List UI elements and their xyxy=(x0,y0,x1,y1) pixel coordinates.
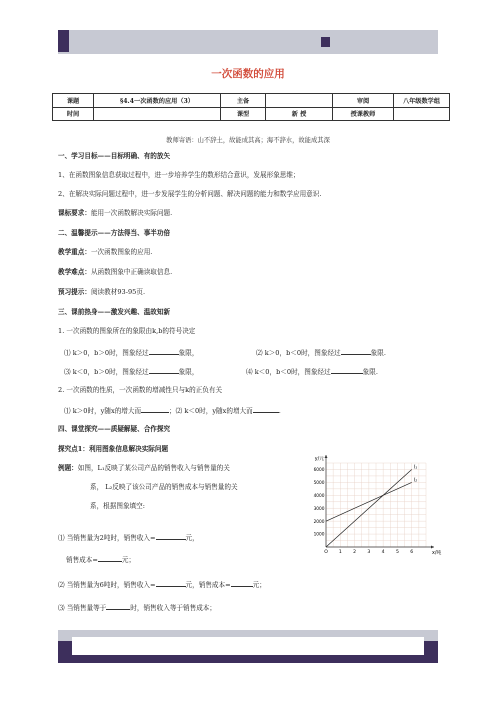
objective-1: 1、在函数图象信息获取过程中，进一步培养学生的数形结合意识，发展形象思维； xyxy=(58,171,300,179)
header-bar-dark xyxy=(58,30,69,52)
teaching-difficulty xyxy=(58,268,172,277)
example-line-1 xyxy=(58,464,230,473)
x-tick-label: 4 xyxy=(381,550,385,555)
y-tick-label: 4000 xyxy=(313,493,325,499)
text: 从函数图象中正确读取信息. xyxy=(90,268,173,276)
section-heading: 四、课堂探究——质疑解疑、合作探究 xyxy=(58,425,171,433)
x-tick-label: 6 xyxy=(410,550,414,555)
x-tick-label: 5 xyxy=(395,550,399,555)
answer-blank[interactable] xyxy=(149,366,179,374)
question-2-parts xyxy=(64,405,281,416)
footer-bar-dark-right xyxy=(424,641,438,663)
table-cell: 时间 xyxy=(53,107,94,121)
text: ⑴ 当销售量为2吨时，销售收入= xyxy=(58,534,156,542)
y-tick-label: 2000 xyxy=(313,519,325,525)
table-cell: §4.4一次函数的应用（3） xyxy=(94,94,221,108)
section-heading: 一、学习目标——目标明确、有的放矢 xyxy=(58,152,171,160)
section-heading: 三、课前热身——激发兴趣、温故知新 xyxy=(58,308,171,316)
x-tick-label: 3 xyxy=(367,550,371,555)
text: ⑴ k＞0时，y随x的增大而 xyxy=(64,407,142,415)
text: . xyxy=(278,407,281,415)
sub-question-2 xyxy=(58,579,266,590)
x-axis-arrow xyxy=(431,546,434,549)
text: 阅读教材93-95页. xyxy=(90,288,146,296)
text: 元； xyxy=(252,581,266,589)
header-bar-dark-right xyxy=(321,37,330,47)
y-tick-label: 5000 xyxy=(313,480,325,486)
text: 一次函数图象的应用. xyxy=(90,248,153,256)
series-label: l₁ xyxy=(413,464,418,471)
answer-blank[interactable] xyxy=(98,554,122,562)
answer-blank[interactable] xyxy=(231,579,253,587)
answer-blank[interactable] xyxy=(156,579,186,587)
table-cell: 审阅 xyxy=(333,94,394,108)
example-line-2: 系， L₂反映了该公司产品的销售成本与销售量的关 xyxy=(90,483,238,491)
table-cell: 主备 xyxy=(221,94,266,108)
table-cell: 新 授 xyxy=(266,107,333,121)
x-axis-label: x/吨 xyxy=(432,551,442,556)
explore-topic: 探究点1：利用图象信息解决实际问题 xyxy=(58,445,169,453)
text: ⑵ 当销售量为6吨时，销售收入= xyxy=(58,581,156,589)
question-1: 1. 一次函数的图象所在的象限由k,b的符号决定 xyxy=(58,327,196,335)
teacher-motto: 教师寄语：山不辞土，故能成其高；海不辞水，故能成其深 xyxy=(166,137,330,144)
text: 销售成本= xyxy=(66,556,98,564)
text: ⑶ 当销售量等于 xyxy=(58,604,107,612)
table-cell: 课题 xyxy=(53,94,94,108)
standard-requirement xyxy=(58,209,172,218)
y-axis-arrow xyxy=(325,455,328,458)
teaching-focus xyxy=(58,248,152,257)
text: 如图，L₁反映了某公司产品的销售收入与销售量的关 xyxy=(77,464,230,472)
answer-blank[interactable] xyxy=(149,347,179,355)
header-bar-light xyxy=(58,30,438,54)
text: 能用一次函数解决实际问题. xyxy=(90,209,173,217)
answer-blank[interactable] xyxy=(253,405,279,413)
section-heading: 二、温馨提示——方法得当、事半功倍 xyxy=(58,229,171,237)
question-1-d xyxy=(246,366,378,377)
table-cell: 课型 xyxy=(221,107,266,121)
page-title: 一次函数的应用 xyxy=(211,68,285,80)
table-row xyxy=(53,94,450,108)
sales-chart xyxy=(304,455,440,560)
table-cell: 八年级数学组 xyxy=(394,94,450,108)
answer-blank[interactable] xyxy=(331,366,363,374)
example-line-3: 系，根据图象填空: xyxy=(90,502,145,510)
text: 时，销售收入等于销售成本； xyxy=(130,604,216,612)
label: 教学难点： xyxy=(58,268,91,276)
text: 元，销售成本= xyxy=(185,581,231,589)
answer-blank[interactable] xyxy=(156,532,186,540)
label: 预习提示： xyxy=(58,288,91,296)
sub-question-1b xyxy=(66,554,135,565)
x-tick-label: 1 xyxy=(338,550,342,555)
text: 元， xyxy=(185,534,199,542)
y-axis-label: y/元 xyxy=(314,457,324,462)
table-cell xyxy=(394,107,450,121)
series-label: l₂ xyxy=(413,477,418,484)
info-table xyxy=(52,93,450,121)
label: 教学重点： xyxy=(58,248,91,256)
question-1-c xyxy=(64,366,198,377)
y-tick-label: 6000 xyxy=(313,468,325,474)
table-cell xyxy=(266,94,333,108)
question-1-a xyxy=(64,347,198,358)
text: ⑶ k＜0，b＞0时，图象经过 xyxy=(64,368,149,376)
text: ⑵ k＞0，b＜0时，图象经过 xyxy=(256,349,341,357)
text: ；⑵ k＜0时，y随x的增大而 xyxy=(169,407,253,415)
label: 例题： xyxy=(58,464,78,472)
table-row xyxy=(53,107,450,121)
y-tick-label: 3000 xyxy=(313,506,325,512)
text: 象限. xyxy=(370,349,386,357)
text: 象限， xyxy=(178,349,199,357)
x-tick-label: O xyxy=(324,550,328,555)
question-2: 2. 一次函数的性质，一次函数的增减性只与k的正负有关 xyxy=(58,386,223,394)
objective-2: 2、在解决实际问题过程中，进一步发展学生的分析问题、解决问题的能力和数学应用意识. xyxy=(58,190,322,198)
preview-hint xyxy=(58,288,145,297)
y-tick-label: 1000 xyxy=(313,532,325,538)
text: ⑷ k＜0，b＜0时，图象经过 xyxy=(246,368,331,376)
sub-question-1 xyxy=(58,532,199,543)
text: 元； xyxy=(121,556,136,564)
footer-white-block xyxy=(72,637,424,655)
text: 象限， xyxy=(178,368,199,376)
table-cell: 授课教师 xyxy=(333,107,394,121)
answer-blank[interactable] xyxy=(341,347,371,355)
label: 课标要求： xyxy=(58,209,91,217)
answer-blank[interactable] xyxy=(141,405,169,413)
text: ⑴ k＞0，b＞0时，图象经过 xyxy=(64,349,149,357)
sub-question-3 xyxy=(58,602,216,613)
table-cell xyxy=(94,107,221,121)
question-1-b xyxy=(256,347,386,358)
x-tick-label: 2 xyxy=(353,550,357,555)
text: 象限. xyxy=(362,368,378,376)
answer-blank[interactable] xyxy=(106,602,130,610)
